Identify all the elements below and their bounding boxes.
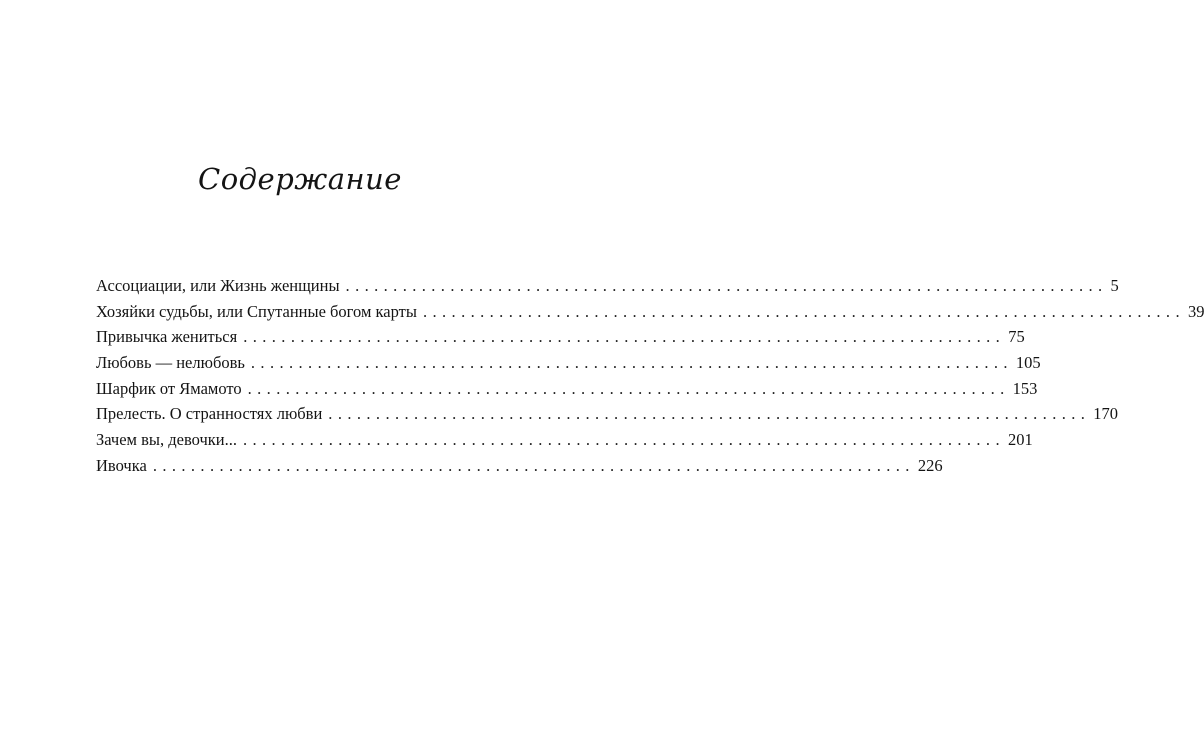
toc-entry xyxy=(96,353,1041,379)
toc-entry-page: 5 xyxy=(1110,276,1119,295)
toc-entry xyxy=(96,327,1025,353)
dot-leader: ................................................................................ xyxy=(242,430,1005,450)
dot-leader: ................................................................................ xyxy=(250,353,1013,373)
toc-entry xyxy=(96,378,1038,405)
toc-entry-title: Хозяйки судьбы, или Спутанные богом карты xyxy=(96,301,417,321)
toc-entry xyxy=(96,430,1033,456)
page-title: Содержание xyxy=(198,162,402,196)
dot-leader: ................................................................................ xyxy=(328,404,1091,424)
toc-entry-page: 170 xyxy=(1093,404,1119,424)
toc-entry-page: 105 xyxy=(1015,353,1041,373)
toc-entry-title: Зачем вы, девочки... xyxy=(96,430,237,450)
toc-entry-title: Шарфик от Ямамото xyxy=(96,378,242,398)
toc-entry-title: Прелесть. О странностях любви xyxy=(96,404,323,424)
toc-entry-title: Ивочка xyxy=(96,455,147,475)
toc-entry-title: Привычка жениться xyxy=(96,327,238,347)
toc-entry-page: 226 xyxy=(917,455,943,475)
toc-entry xyxy=(96,301,1204,328)
toc-entry xyxy=(96,404,1119,430)
dot-leader: ................................................................................ xyxy=(345,276,1108,295)
toc-entry-page: 75 xyxy=(1008,327,1025,347)
dot-leader: ................................................................................ xyxy=(152,455,915,475)
toc-entry-page: 201 xyxy=(1007,430,1033,450)
table-of-contents xyxy=(96,276,1204,482)
dot-leader: ................................................................................ xyxy=(243,327,1006,347)
toc-entry-title: Ассоциации, или Жизнь женщины xyxy=(96,276,340,295)
dot-leader: ................................................................................ xyxy=(247,378,1010,398)
toc-entry-page: 39 xyxy=(1187,301,1204,321)
toc-entry-title: Любовь — нелюбовь xyxy=(96,353,245,373)
toc-entry xyxy=(96,455,943,482)
toc-entry xyxy=(96,276,1119,302)
dot-leader: ................................................................................ xyxy=(422,301,1185,321)
toc-entry-page: 153 xyxy=(1012,378,1038,398)
